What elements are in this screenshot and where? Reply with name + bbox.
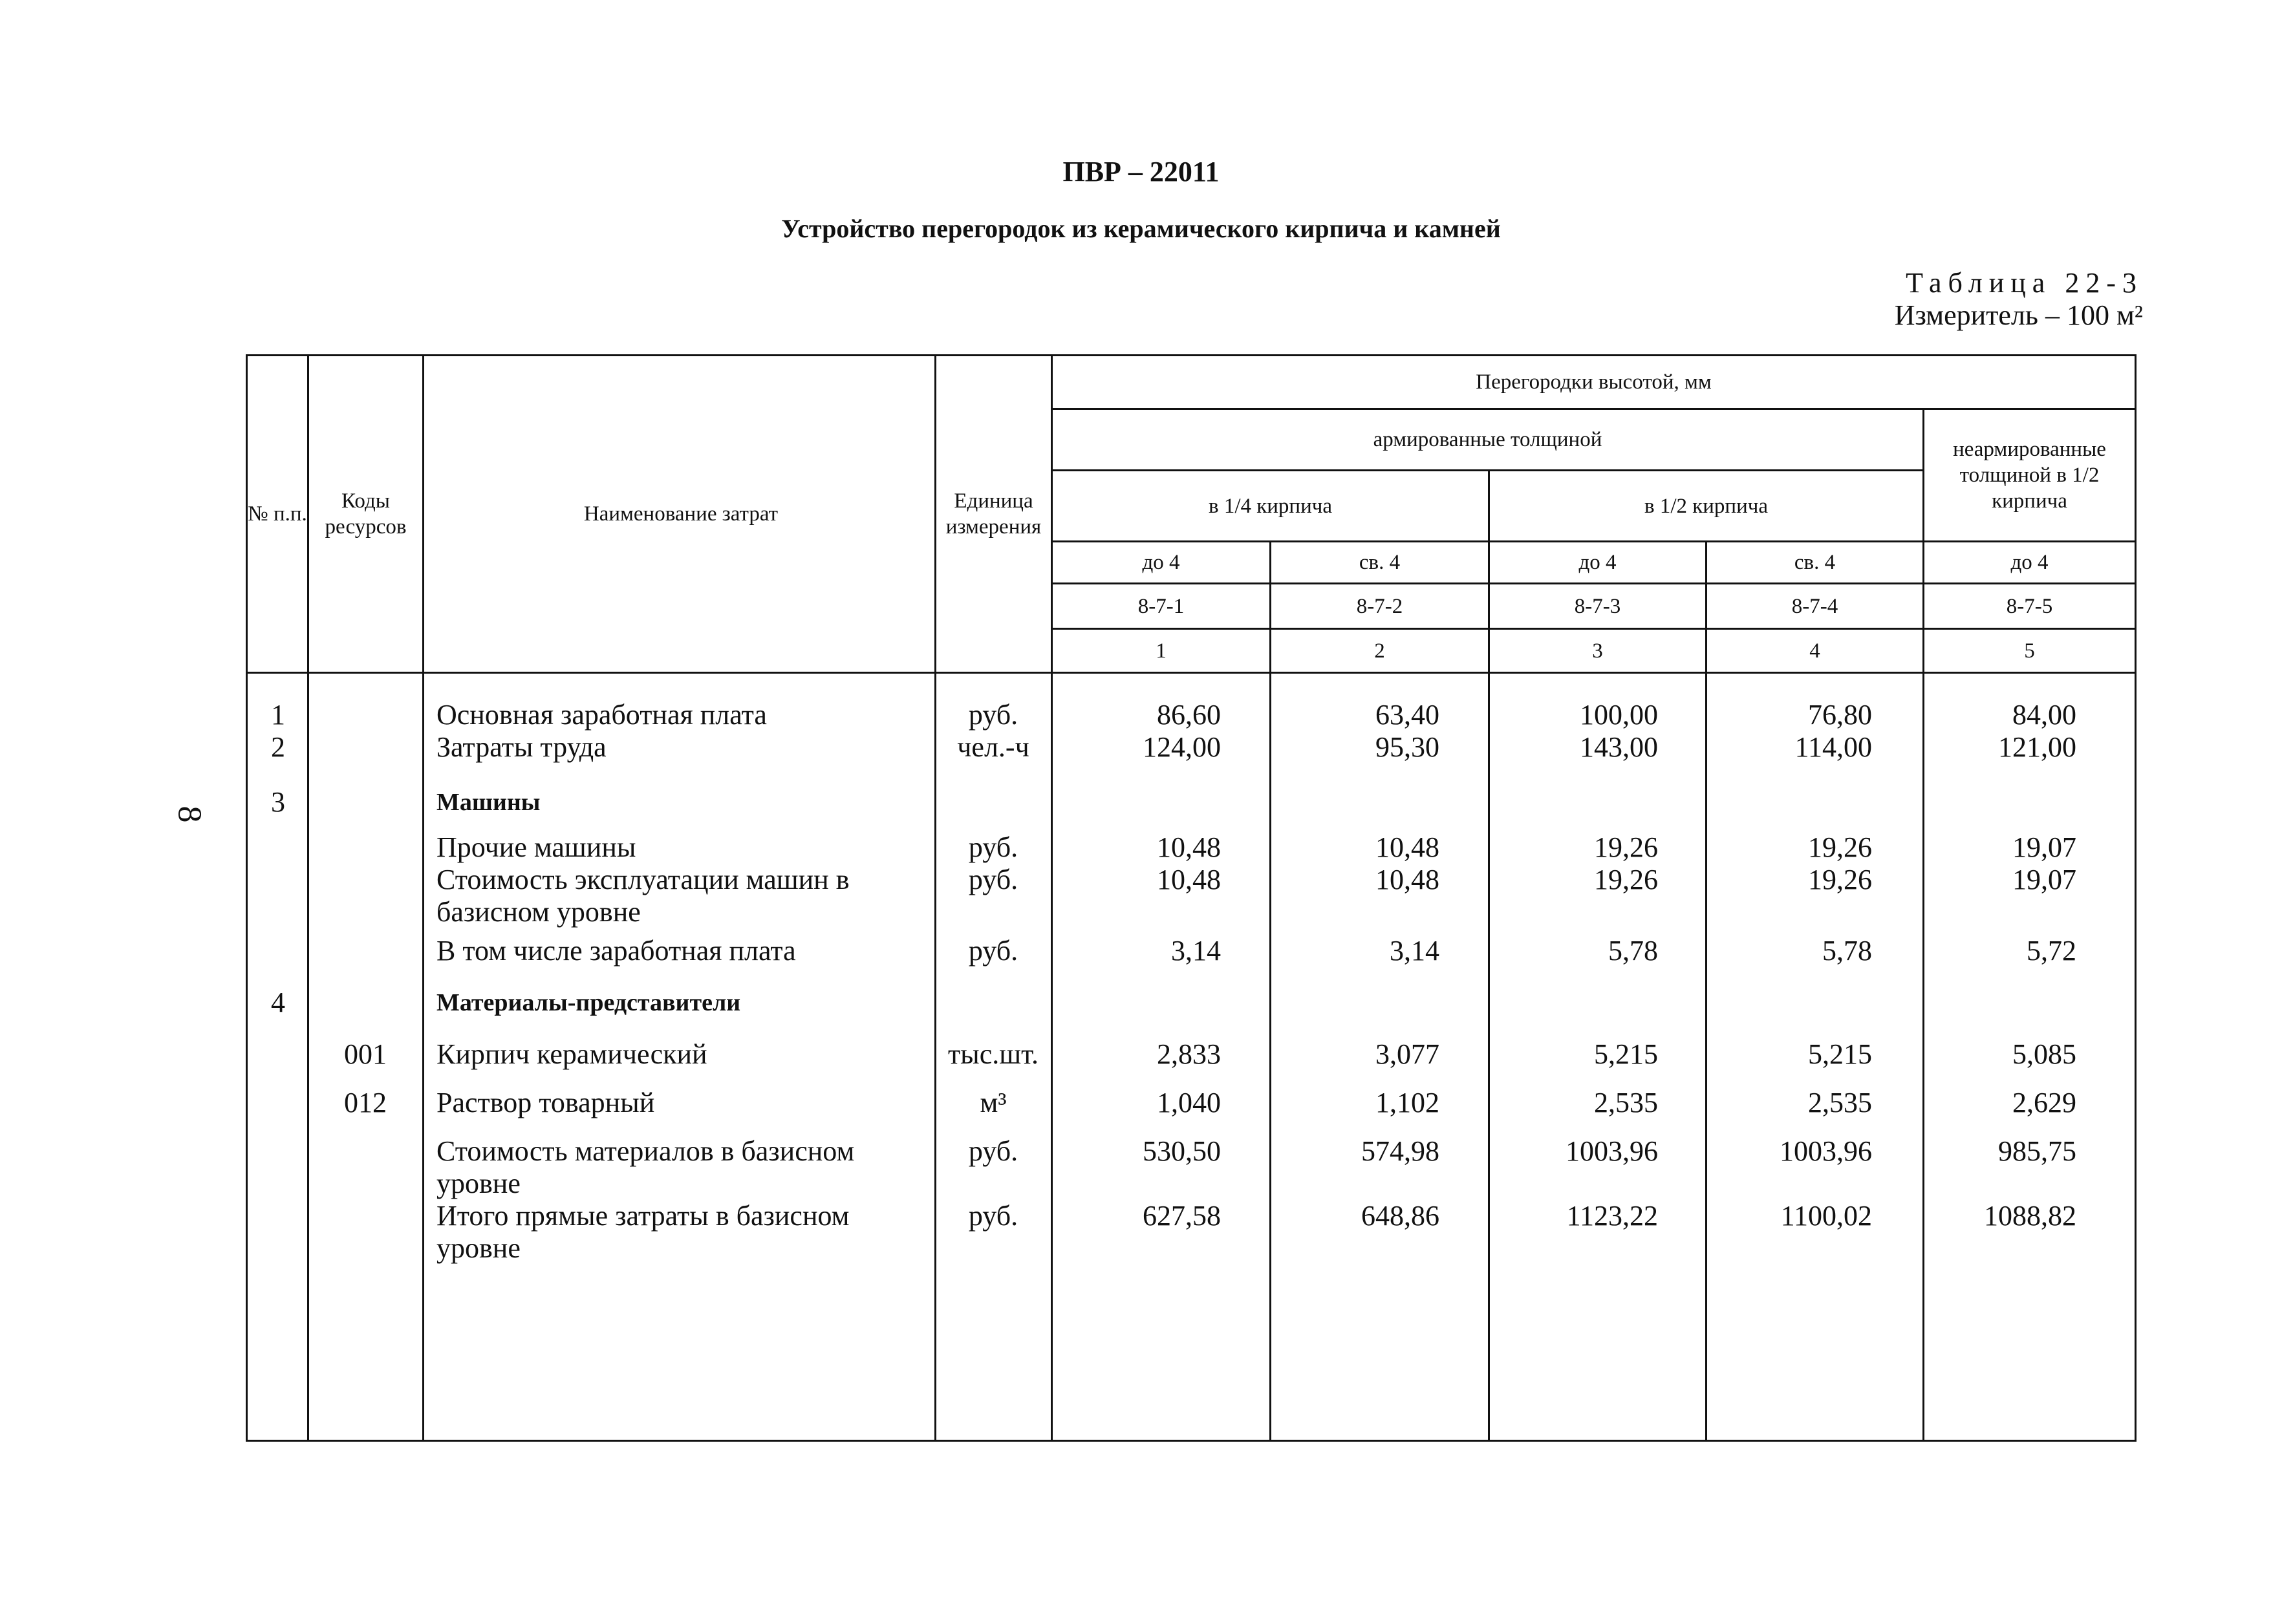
row-number: 1 (271, 699, 285, 731)
header-rate-code: 8-7-4 (1791, 594, 1838, 618)
cost-item-name: Основная заработная плата (436, 699, 767, 731)
unit-of-measure: руб. (968, 699, 1018, 731)
value-cell: 124,00 (1143, 731, 1221, 763)
header-col-number: 4 (1809, 639, 1820, 663)
value-cell: 985,75 (1998, 1135, 2076, 1167)
value-cell: 19,07 (2012, 864, 2076, 895)
header-name: Наименование затрат (583, 502, 779, 526)
grid-line (248, 672, 2135, 674)
row-number: 3 (271, 786, 285, 818)
unit-of-measure: тыс.шт. (947, 1038, 1039, 1070)
cost-item-name: Стоимость эксплуатации машин в базисном уровне (436, 864, 850, 928)
cost-item-name: Материалы-представители (436, 989, 741, 1016)
header-num: № п.п. (248, 502, 307, 526)
value-cell: 2,629 (2012, 1087, 2076, 1118)
value-cell: 143,00 (1580, 731, 1658, 763)
cost-table (246, 354, 2137, 1442)
cost-item-name: Прочие машины (436, 831, 636, 863)
unit-of-measure: руб. (968, 1200, 1018, 1232)
value-cell: 63,40 (1375, 699, 1439, 731)
header-quarter-brick: в 1/4 кирпича (1208, 494, 1332, 518)
cost-item-name: В том числе заработная плата (436, 935, 796, 967)
document-title: ПВР – 22011 (1062, 156, 1220, 187)
resource-code: 001 (344, 1038, 387, 1070)
unit-of-measure: чел.-ч (957, 731, 1029, 763)
value-cell: 5,78 (1822, 935, 1872, 967)
header-half-brick: в 1/2 кирпича (1644, 494, 1768, 518)
value-cell: 19,26 (1808, 831, 1872, 863)
grid-line (1705, 540, 1707, 1440)
value-cell: 1100,02 (1780, 1200, 1872, 1232)
value-cell: 574,98 (1361, 1135, 1439, 1167)
resource-code: 012 (344, 1087, 387, 1118)
value-cell: 19,26 (1808, 864, 1872, 895)
row-number: 2 (271, 731, 285, 763)
value-cell: 84,00 (2012, 699, 2076, 731)
value-cell: 95,30 (1375, 731, 1439, 763)
value-cell: 100,00 (1580, 699, 1658, 731)
value-cell: 19,26 (1594, 831, 1658, 863)
value-cell: 1123,22 (1566, 1200, 1658, 1232)
value-cell: 10,48 (1375, 831, 1439, 863)
header-height: до 4 (1142, 551, 1180, 574)
header-col-number: 1 (1156, 639, 1167, 663)
cost-item-name: Итого прямые затраты в базисном уровне (436, 1200, 850, 1264)
header-col-number: 5 (2024, 639, 2035, 663)
value-cell: 121,00 (1998, 731, 2076, 763)
cost-item-name: Кирпич керамический (436, 1038, 707, 1070)
value-cell: 19,26 (1594, 864, 1658, 895)
value-cell: 2,833 (1157, 1038, 1221, 1070)
value-cell: 1,102 (1375, 1087, 1439, 1118)
value-cell: 10,48 (1375, 864, 1439, 895)
value-cell: 2,535 (1808, 1087, 1872, 1118)
value-cell: 1003,96 (1566, 1135, 1658, 1167)
grid-line (1269, 540, 1271, 1440)
cost-item-name: Раствор товарный (436, 1087, 655, 1118)
value-cell: 1,040 (1157, 1087, 1221, 1118)
grid-line (422, 356, 424, 1440)
header-unarmed: неармированные толщиной в 1/2 кирпича (1953, 438, 2106, 513)
header-height: до 4 (2010, 551, 2049, 574)
unit-of-measure: руб. (968, 864, 1018, 895)
measure-label: Измеритель – 100 м² (1894, 299, 2143, 331)
unit-of-measure: м³ (980, 1087, 1007, 1118)
document-subtitle: Устройство перегородок из керамического кирпича и камней (781, 214, 1501, 243)
cost-item-name: Затраты труда (436, 731, 607, 763)
header-col-number: 3 (1592, 639, 1603, 663)
header-height: до 4 (1578, 551, 1617, 574)
value-cell: 1003,96 (1780, 1135, 1872, 1167)
value-cell: 5,78 (1608, 935, 1658, 967)
value-cell: 5,215 (1808, 1038, 1872, 1070)
cost-item-name: Стоимость материалов в базисном уровне (436, 1135, 855, 1199)
value-cell: 86,60 (1157, 699, 1221, 731)
value-cell: 3,14 (1390, 935, 1439, 967)
value-cell: 627,58 (1143, 1200, 1221, 1232)
row-number: 4 (271, 987, 285, 1018)
value-cell: 10,48 (1157, 864, 1221, 895)
value-cell: 5,215 (1594, 1038, 1658, 1070)
header-armed: армированные толщиной (1373, 428, 1602, 451)
header-height: св. 4 (1794, 551, 1836, 574)
table-label: Таблица 22-3 (1906, 267, 2143, 299)
value-cell: 5,72 (2027, 935, 2076, 967)
cost-item-name: Машины (436, 789, 541, 816)
unit-of-measure: руб. (968, 831, 1018, 863)
value-cell: 5,085 (2012, 1038, 2076, 1070)
unit-of-measure: руб. (968, 935, 1018, 967)
unit-of-measure: руб. (968, 1135, 1018, 1167)
value-cell: 3,077 (1375, 1038, 1439, 1070)
value-cell: 530,50 (1143, 1135, 1221, 1167)
value-cell: 1088,82 (1984, 1200, 2076, 1232)
value-cell: 10,48 (1157, 831, 1221, 863)
value-cell: 3,14 (1171, 935, 1221, 967)
value-cell: 648,86 (1361, 1200, 1439, 1232)
header-rate-code: 8-7-3 (1574, 594, 1621, 618)
header-rate-code: 8-7-1 (1137, 594, 1185, 618)
header-height: св. 4 (1359, 551, 1401, 574)
value-cell: 19,07 (2012, 831, 2076, 863)
header-col-number: 2 (1374, 639, 1385, 663)
header-rate-code: 8-7-2 (1356, 594, 1403, 618)
page-number: 8 (171, 806, 208, 823)
header-group: Перегородки высотой, мм (1476, 370, 1712, 394)
header-codes: Коды ресурсов (325, 489, 407, 539)
value-cell: 114,00 (1794, 731, 1872, 763)
header-unit: Единица измерения (945, 489, 1042, 539)
value-cell: 2,535 (1594, 1087, 1658, 1118)
header-rate-code: 8-7-5 (2006, 594, 2053, 618)
value-cell: 76,80 (1808, 699, 1872, 731)
